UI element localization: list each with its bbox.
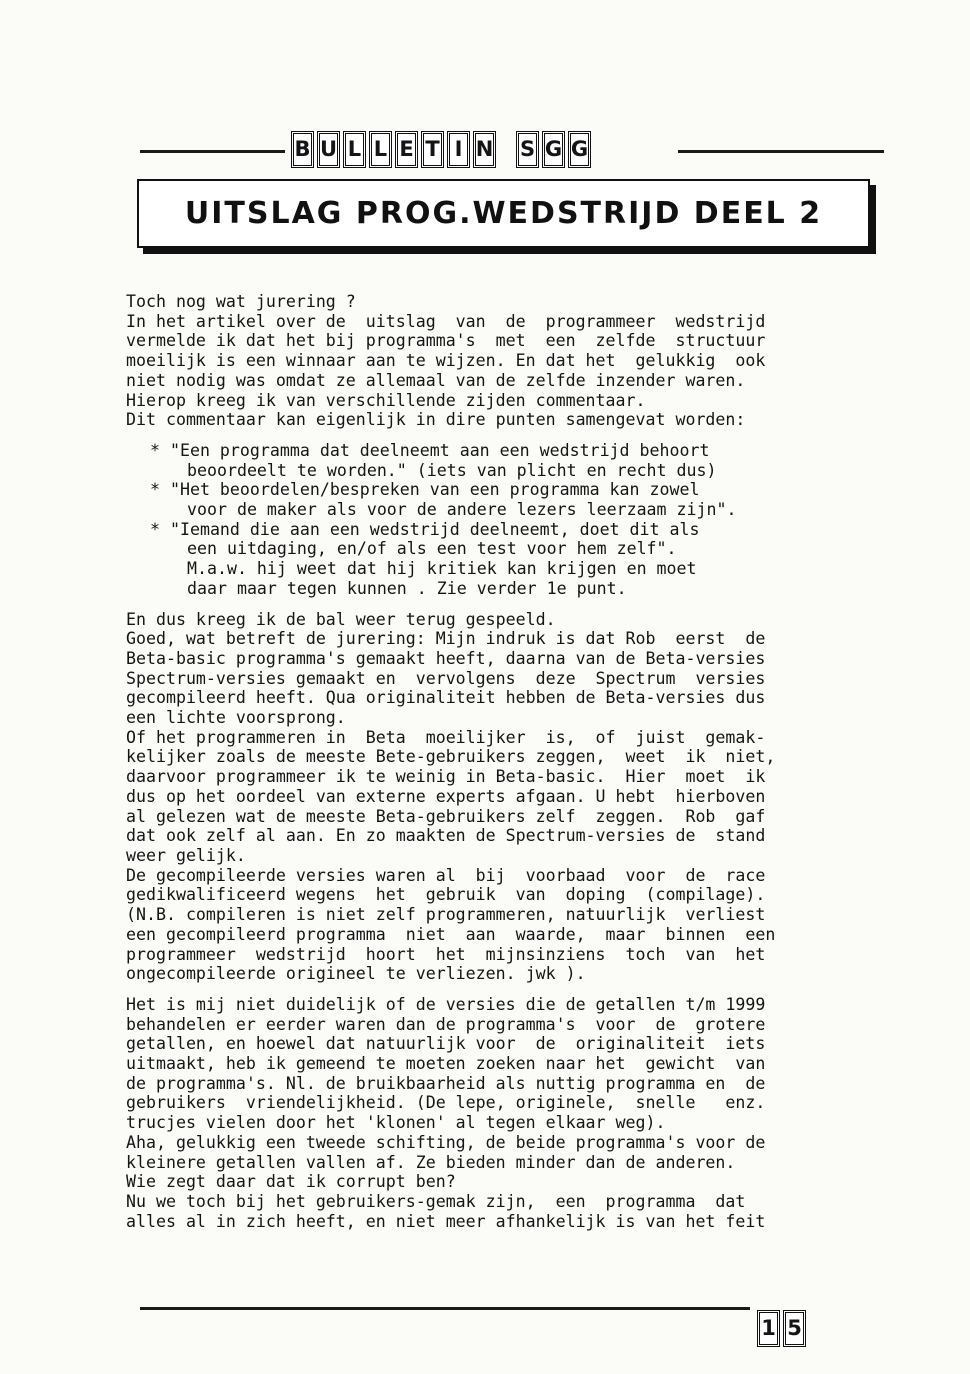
text-line: weer gelijk. [126,845,246,865]
text-line: Goed, wat betreft de jurering: Mijn indruk is dat Rob eerst de [126,629,766,649]
bullet-line: * "Een programma dat deelneemt aan een wedstrijd behoort [150,440,710,460]
masthead-letter: T [421,131,444,168]
bullet-line: * "Iemand die aan een wedstrijd deelneemt, doet dit als [150,519,700,539]
text-line: gebruikers vriendelijkheid. (De lepe, originele, snelle enz. [126,1093,766,1113]
article-body [126,292,884,1231]
text-line: dat ook zelf al aan. En zo maakten de Spectrum-versies de stand [126,826,766,846]
masthead-letter: N [473,131,496,168]
club-letter: G [542,131,565,168]
bullet-line: een uitdaging, en/of als een test voor hem zelf". [187,539,677,559]
text-line: daarvoor programmeer ik te weinig in Beta-basic. Hier moet ik [126,767,766,787]
text-line: Nu we toch bij het gebruikers-gemak zijn, een programma dat [126,1191,746,1211]
footer-rule [140,1307,750,1310]
text-line: vermelde ik dat het bij programma's met een zelfde structuur [126,331,766,351]
text-line: Spectrum-versies gemaakt en vervolgens deze Spectrum versies [126,668,766,688]
text-line: gedikwalificeerd wegens het gebruik van doping (compilage). [126,885,766,905]
page-digit: 1 [757,1310,780,1347]
bullet-line: beoordeelt te worden." (iets van plicht en recht dus) [187,460,717,480]
text-line: De gecompileerde versies waren al bij voorbaad voor de race [126,865,766,885]
masthead-letter: L [369,131,392,168]
bullet-line: daar maar tegen kunnen . Zie verder 1e punt. [187,578,627,598]
text-line: programmeer wedstrijd hoort het mijnsinziens toch van het [126,944,766,964]
masthead-letter: U [317,131,340,168]
masthead-letter: L [343,131,366,168]
text-line: Toch nog wat jurering ? [126,292,356,311]
club-letter: G [568,131,591,168]
text-line: Dit commentaar kan eigenlijk in dire punten samengevat worden: [126,410,746,430]
bullet-line: M.a.w. hij weet dat hij kritiek kan krijgen en moet [187,559,697,579]
text-line: (N.B. compileren is niet zelf programmeren, natuurlijk verliest [126,905,766,925]
text-line: moeilijk is een winnaar aan te wijzen. En dat het gelukkig ook [126,351,766,371]
text-line: gecompileerd heeft. Qua originaliteit hebben de Beta-versies dus [126,688,766,708]
text-line: trucjes vielen door het 'klonen' al tegen elkaar weg). [126,1113,666,1133]
text-line: een lichte voorsprong. [126,708,346,728]
club-letter: S [516,131,539,168]
comment-points [126,441,884,599]
text-line: Aha, gelukkig een tweede schifting, de beide programma's voor de [126,1132,766,1152]
text-line: alles al in zich heeft, en niet meer afhankelijk is van het feit [126,1211,766,1231]
text-line: En dus kreeg ik de bal weer terug gespeeld. [126,609,556,629]
header-rule-left [140,150,285,153]
text-line: kelijker zoals de meeste Bete-gebruikers zeggen, weet ik niet, [126,747,776,767]
page-number [757,1310,806,1347]
text-line: Hierop kreeg ik van verschillende zijden commentaar. [126,390,646,410]
text-line: Of het programmeren in Beta moeilijker is, of juist gemak- [126,727,766,747]
text-line: ongecompileerde origineel te verliezen. jwk ). [126,964,586,984]
page-digit: 5 [783,1310,806,1347]
bullet-line: voor de maker als voor de andere lezers leerzaam zijn". [187,500,737,520]
text-line: dus op het oordeel van externe experts afgaan. U hebt hierboven [126,786,766,806]
text-line: In het artikel over de uitslag van de programmeer wedstrijd [126,311,766,331]
text-line: Beta-basic programma's gemaakt heeft, daarna van de Beta-versies [126,648,766,668]
text-line: niet nodig was omdat ze allemaal van de zelfde inzender waren. [126,370,746,390]
article-title-box [137,179,870,248]
text-line: Wie zegt daar dat ik corrupt ben? [126,1172,456,1192]
bulletin-masthead [291,131,591,168]
text-line: de programma's. Nl. de bruikbaarheid als nuttig programma en de [126,1073,766,1093]
header-rule-right [678,150,884,153]
text-line: een gecompileerd programma niet aan waarde, maar binnen een [126,924,776,944]
text-line: Het is mij niet duidelijk of de versies die de getallen t/m 1999 [126,994,766,1014]
text-line: uitmaakt, heb ik gemeend te moeten zoeken naar het gewicht van [126,1054,766,1074]
bullet-line: * "Het beoordelen/bespreken van een programma kan zowel [150,480,700,500]
masthead-letter: E [395,131,418,168]
text-line: getallen, en hoewel dat natuurlijk voor de originaliteit iets [126,1034,766,1054]
masthead-letter: I [447,131,470,168]
text-line: al gelezen wat de meeste Beta-gebruikers zelf zeggen. Rob gaf [126,806,766,826]
text-line: kleinere getallen vallen af. Ze bieden minder dan de anderen. [126,1152,736,1172]
masthead-letter: B [291,131,314,168]
article-title: UITSLAG PROG.WEDSTRIJD DEEL 2 [184,196,823,231]
text-line: behandelen er eerder waren dan de programma's voor de grotere [126,1014,766,1034]
